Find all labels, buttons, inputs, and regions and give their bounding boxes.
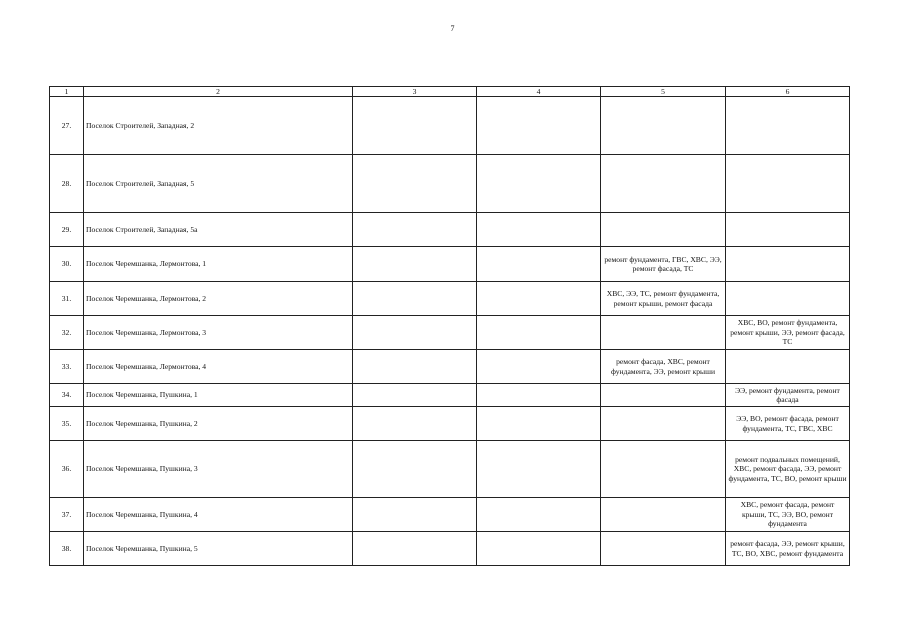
column-6-cell: ХВС, ремонт фасада, ремонт крыши, ТС, ЭЭ, ВО, ремонт фундамента [726,498,850,532]
address-cell: Поселок Черемшанка, Пушкина, 1 [84,384,353,407]
row-number-cell: 34. [50,384,84,407]
address-cell: Поселок Черемшанка, Лермонтова, 2 [84,282,353,316]
column-3-cell [353,350,477,384]
row-number-cell: 35. [50,407,84,441]
column-header: 6 [726,87,850,97]
column-3-cell [353,498,477,532]
column-5-cell [601,384,726,407]
column-4-cell [477,155,601,213]
column-6-cell [726,213,850,247]
row-number-cell: 36. [50,441,84,498]
column-5-cell [601,97,726,155]
column-3-cell [353,384,477,407]
repair-schedule-table [49,86,850,566]
column-header: 2 [84,87,353,97]
address-cell: Поселок Строителей, Западная, 2 [84,97,353,155]
row-number-cell: 31. [50,282,84,316]
address-cell: Поселок Черемшанка, Пушкина, 2 [84,407,353,441]
column-5-cell: ремонт фундамента, ГВС, ХВС, ЭЭ, ремонт фасада, ТС [601,247,726,282]
column-4-cell [477,350,601,384]
column-3-cell [353,247,477,282]
column-4-cell [477,384,601,407]
table-row [50,155,850,213]
column-5-cell [601,407,726,441]
table-row [50,441,850,498]
column-3-cell [353,532,477,566]
column-5-cell: ремонт фасада, ХВС, ремонт фундамента, ЭЭ, ремонт крыши [601,350,726,384]
column-6-cell: ремонт фасада, ЭЭ, ремонт крыши, ТС, ВО, ХВС, ремонт фундамента [726,532,850,566]
column-4-cell [477,498,601,532]
table-row [50,498,850,532]
column-3-cell [353,213,477,247]
column-6-cell: ХВС, ВО, ремонт фундамента, ремонт крыши, ЭЭ, ремонт фасада, ТС [726,316,850,350]
address-cell: Поселок Черемшанка, Лермонтова, 4 [84,350,353,384]
column-5-cell [601,441,726,498]
table-row [50,532,850,566]
column-4-cell [477,97,601,155]
column-4-cell [477,316,601,350]
column-header: 5 [601,87,726,97]
address-cell: Поселок Черемшанка, Лермонтова, 3 [84,316,353,350]
column-4-cell [477,213,601,247]
column-5-cell [601,316,726,350]
column-header: 1 [50,87,84,97]
column-6-cell: ЭЭ, ремонт фундамента, ремонт фасада [726,384,850,407]
column-header: 4 [477,87,601,97]
column-5-cell [601,213,726,247]
row-number-cell: 37. [50,498,84,532]
column-6-cell [726,97,850,155]
address-cell: Поселок Строителей, Западная, 5 [84,155,353,213]
column-6-cell: ЭЭ, ВО, ремонт фасада, ремонт фундамента, ТС, ГВС, ХВС [726,407,850,441]
column-header: 3 [353,87,477,97]
row-number-cell: 30. [50,247,84,282]
table-row [50,316,850,350]
row-number-cell: 29. [50,213,84,247]
column-3-cell [353,155,477,213]
column-5-cell: ХВС, ЭЭ, ТС, ремонт фундамента, ремонт крыши, ремонт фасада [601,282,726,316]
table-row [50,350,850,384]
address-cell: Поселок Черемшанка, Пушкина, 5 [84,532,353,566]
table-row [50,247,850,282]
table-header-row [50,87,850,97]
column-5-cell [601,498,726,532]
column-6-cell: ремонт подвальных помещений, ХВС, ремонт фасада, ЭЭ, ремонт фундамента, ТС, ВО, ремонт крыши [726,441,850,498]
address-cell: Поселок Черемшанка, Пушкина, 3 [84,441,353,498]
table-row [50,384,850,407]
column-4-cell [477,247,601,282]
address-cell: Поселок Строителей, Западная, 5а [84,213,353,247]
column-5-cell [601,155,726,213]
row-number-cell: 38. [50,532,84,566]
table-row [50,282,850,316]
column-6-cell [726,155,850,213]
column-3-cell [353,407,477,441]
row-number-cell: 27. [50,97,84,155]
column-6-cell [726,247,850,282]
table-row [50,213,850,247]
column-3-cell [353,282,477,316]
column-3-cell [353,97,477,155]
column-3-cell [353,441,477,498]
column-4-cell [477,282,601,316]
address-cell: Поселок Черемшанка, Пушкина, 4 [84,498,353,532]
row-number-cell: 32. [50,316,84,350]
row-number-cell: 28. [50,155,84,213]
column-6-cell [726,282,850,316]
column-6-cell [726,350,850,384]
row-number-cell: 33. [50,350,84,384]
table-row [50,97,850,155]
page-number: 7 [450,24,455,33]
address-cell: Поселок Черемшанка, Лермонтова, 1 [84,247,353,282]
column-4-cell [477,532,601,566]
table-row [50,407,850,441]
column-4-cell [477,441,601,498]
column-3-cell [353,316,477,350]
column-5-cell [601,532,726,566]
column-4-cell [477,407,601,441]
